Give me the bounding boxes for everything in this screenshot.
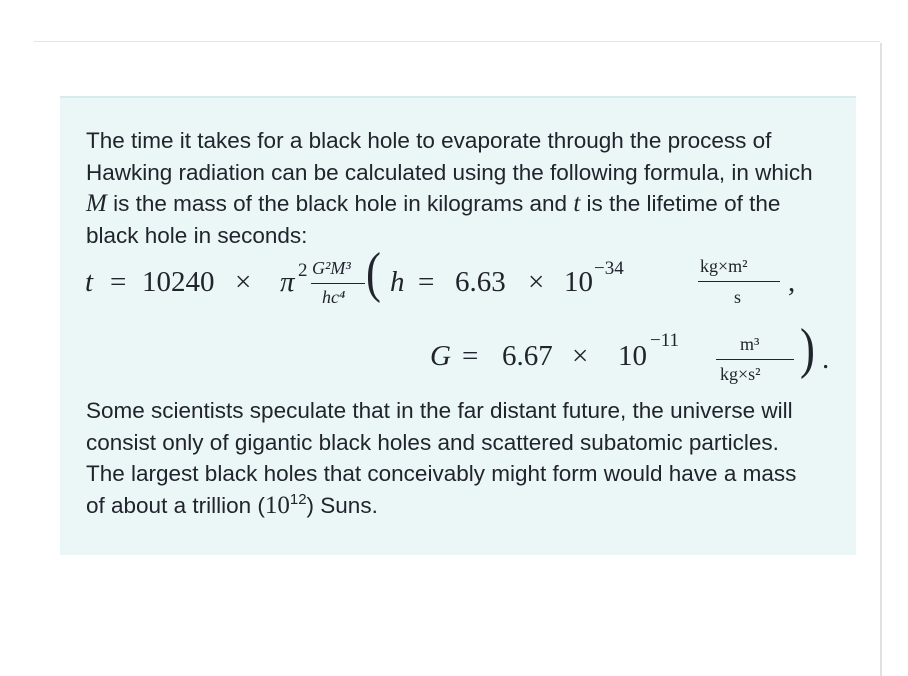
formula-equals-2: =	[418, 266, 435, 298]
closing-paragraph	[86, 395, 816, 521]
formula-g-symbol: G	[430, 340, 451, 372]
formula-times-2: ×	[528, 266, 545, 298]
top-divider	[34, 41, 880, 42]
formula-times-1: ×	[235, 266, 252, 298]
formula-close-paren: )	[800, 318, 815, 380]
formula-h-base: 10	[564, 266, 593, 298]
intro-text-1: The time it takes for a black hole to evaporate through the process of Hawking radiation can be calculated using the following formula, in which	[86, 128, 813, 185]
info-callout	[60, 96, 856, 555]
intro-text-3: is the lifetime of the black hole in seconds:	[86, 191, 781, 248]
variable-t: t	[573, 190, 581, 217]
formula-g-unit-denominator: kg×s²	[720, 364, 761, 384]
formula-h-unit-denominator: s	[734, 287, 742, 307]
formula-fraction-bar	[311, 283, 365, 284]
hawking-formula	[60, 98, 856, 398]
closing-text-1: Some scientists speculate that in the far distant future, the universe will consist only of gigantic black holes and scattered subatomic particles. The largest black holes that conceivably might form would have a mass of about a trillion (	[86, 398, 797, 518]
formula-equals-1: =	[110, 266, 127, 298]
formula-h-symbol: h	[390, 266, 405, 298]
formula-g-exponent: −11	[650, 330, 680, 351]
closing-text-2: ) Suns.	[306, 492, 378, 518]
formula-g-unit-bar	[716, 359, 794, 360]
formula-equals-3: =	[462, 340, 479, 372]
formula-coefficient: 10240	[142, 266, 215, 298]
formula-lhs-t: t	[85, 266, 94, 298]
formula-pi-exponent: 2	[298, 260, 308, 281]
formula-h-exponent: −34	[594, 258, 624, 279]
formula-pi: π	[280, 266, 295, 298]
formula-h-mantissa: 6.63	[455, 266, 506, 298]
right-divider	[880, 43, 882, 676]
formula-g-mantissa: 6.67	[502, 340, 553, 372]
formula-times-3: ×	[572, 340, 589, 372]
formula-fraction-denominator: hc⁴	[322, 287, 346, 307]
formula-fraction-numerator: G²M³	[312, 258, 351, 278]
formula-g-unit-numerator: m³	[740, 334, 760, 354]
intro-text-2: is the mass of the black hole in kilograms and	[106, 191, 574, 216]
formula-period: .	[822, 343, 830, 375]
formula-h-unit-numerator: kg×m²	[700, 256, 748, 276]
power-exponent: 12	[289, 490, 307, 508]
formula-comma: ,	[788, 266, 796, 298]
formula-h-unit-bar	[698, 281, 780, 282]
formula-g-base: 10	[618, 340, 647, 372]
formula-open-paren: (	[366, 242, 381, 304]
variable-m: M	[86, 190, 107, 217]
power-base: 10	[264, 491, 290, 519]
